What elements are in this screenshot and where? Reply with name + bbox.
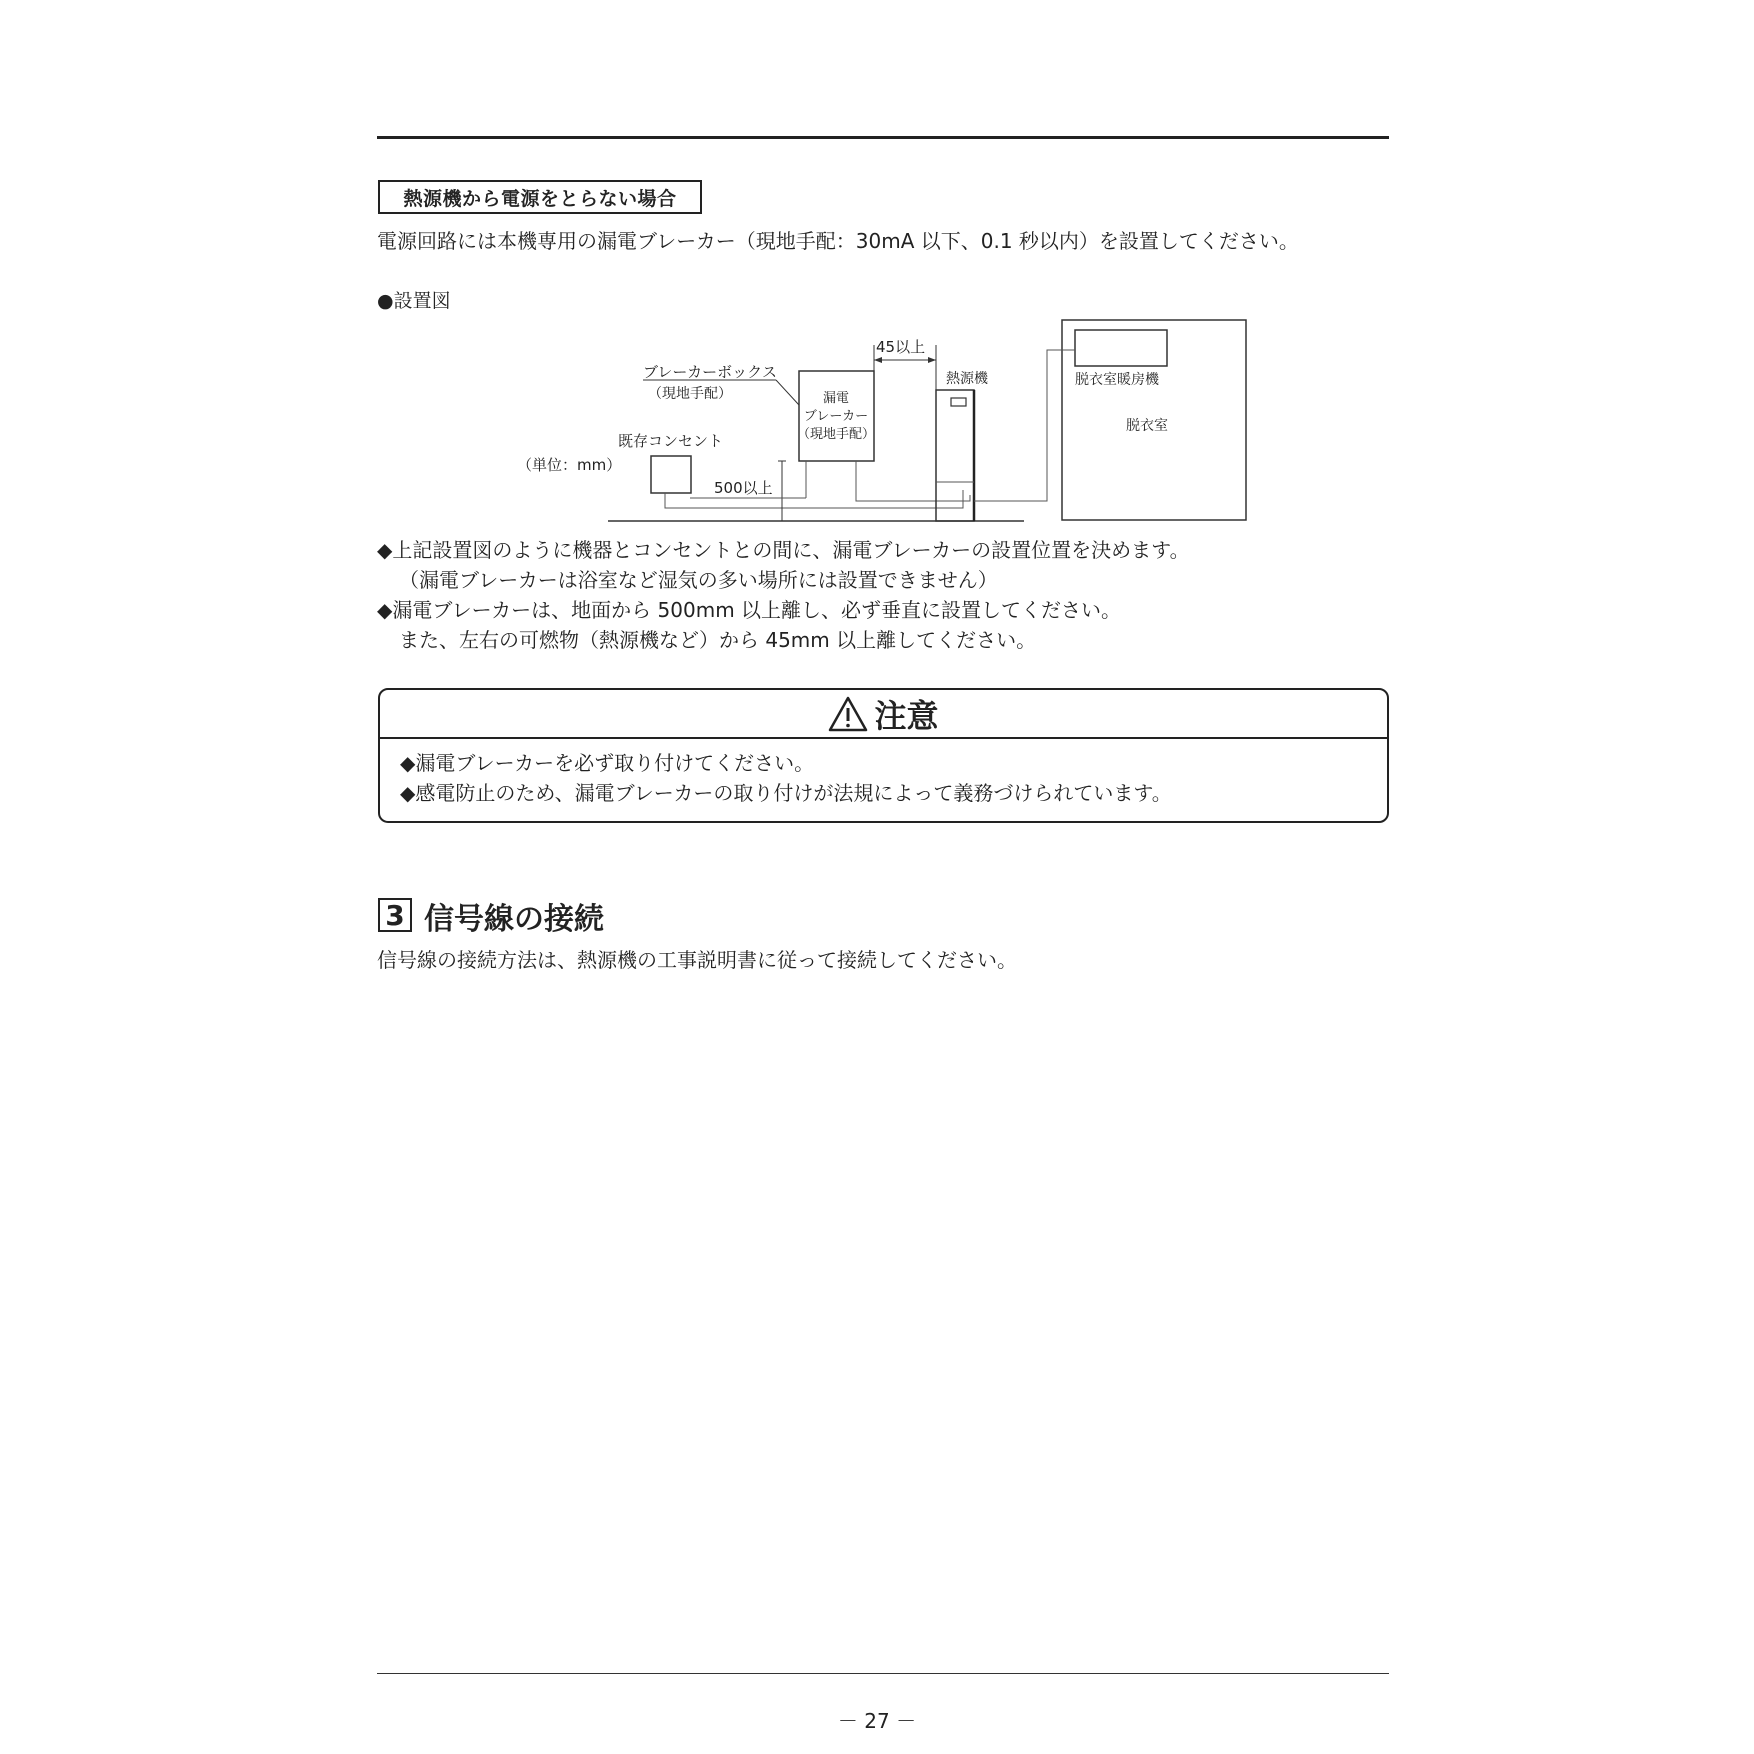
note-line: ◆漏電ブレーカーは、地面から 500mm 以上離し、必ず垂直に設置してください。 <box>377 598 1122 622</box>
caution-title: 注意 <box>874 696 939 735</box>
bottom-rule <box>377 1673 1389 1674</box>
outlet-label: 既存コンセント <box>618 432 724 450</box>
outlet-box <box>651 456 691 493</box>
section-number: 3 <box>378 898 412 932</box>
note-line: ◆上記設置図のように機器とコンセントとの間に、漏電ブレーカーの設置位置を決めます。 <box>377 538 1190 562</box>
note-line: （漏電ブレーカーは浴室など湿気の多い場所には設置できません） <box>399 568 998 592</box>
caution-item: ◆漏電ブレーカーを必ず取り付けてください。 <box>400 751 815 775</box>
warning-icon <box>828 696 868 732</box>
room-label: 脱衣室 <box>1126 418 1168 434</box>
section-paragraph: 信号線の接続方法は、熱源機の工事説明書に従って接続してください。 <box>377 948 1017 972</box>
note-line: また、左右の可燃物（熱源機など）から 45mm 以上離してください。 <box>399 628 1037 652</box>
heat-source-label: 熱源機 <box>946 371 988 387</box>
heat-source-panel <box>951 398 966 406</box>
installation-diagram <box>0 0 1754 560</box>
notes-list <box>377 535 1190 655</box>
unit-label: （単位：mm） <box>517 456 622 474</box>
intro-paragraph: 電源回路には本機専用の漏電ブレーカー（現地手配：30mA 以下、0.1 秒以内）を設置してください。 <box>377 229 1299 253</box>
breaker-label-3: （現地手配） <box>796 427 876 442</box>
height-label: 500以上 <box>714 479 773 497</box>
caution-box <box>378 688 1389 823</box>
breaker-label-1: 漏電 <box>822 391 850 406</box>
outlet-cable <box>665 490 963 508</box>
page-number: － 27 － <box>837 1709 917 1733</box>
subheading-box: 熱源機から電源をとらない場合 <box>378 180 702 214</box>
breaker-box-sub-label: （現地手配） <box>648 386 732 402</box>
room-heater <box>1075 330 1167 366</box>
caution-header <box>380 690 1387 739</box>
breaker-leader-line <box>776 380 799 405</box>
breaker-cable <box>856 461 970 501</box>
diagram-title: ●設置図 <box>377 290 451 312</box>
section-title: 信号線の接続 <box>424 902 604 937</box>
breaker-label-2: ブレーカー <box>803 409 869 424</box>
heater-label: 脱衣室暖房機 <box>1075 372 1159 388</box>
caution-item: ◆感電防止のため、漏電ブレーカーの取り付けが法規によって義務づけられています。 <box>400 781 1172 805</box>
gap-label: 45以上 <box>876 338 926 356</box>
heater-cable <box>974 350 1075 501</box>
breaker-box-label: ブレーカーボックス <box>643 363 777 381</box>
caution-list <box>400 748 1172 808</box>
